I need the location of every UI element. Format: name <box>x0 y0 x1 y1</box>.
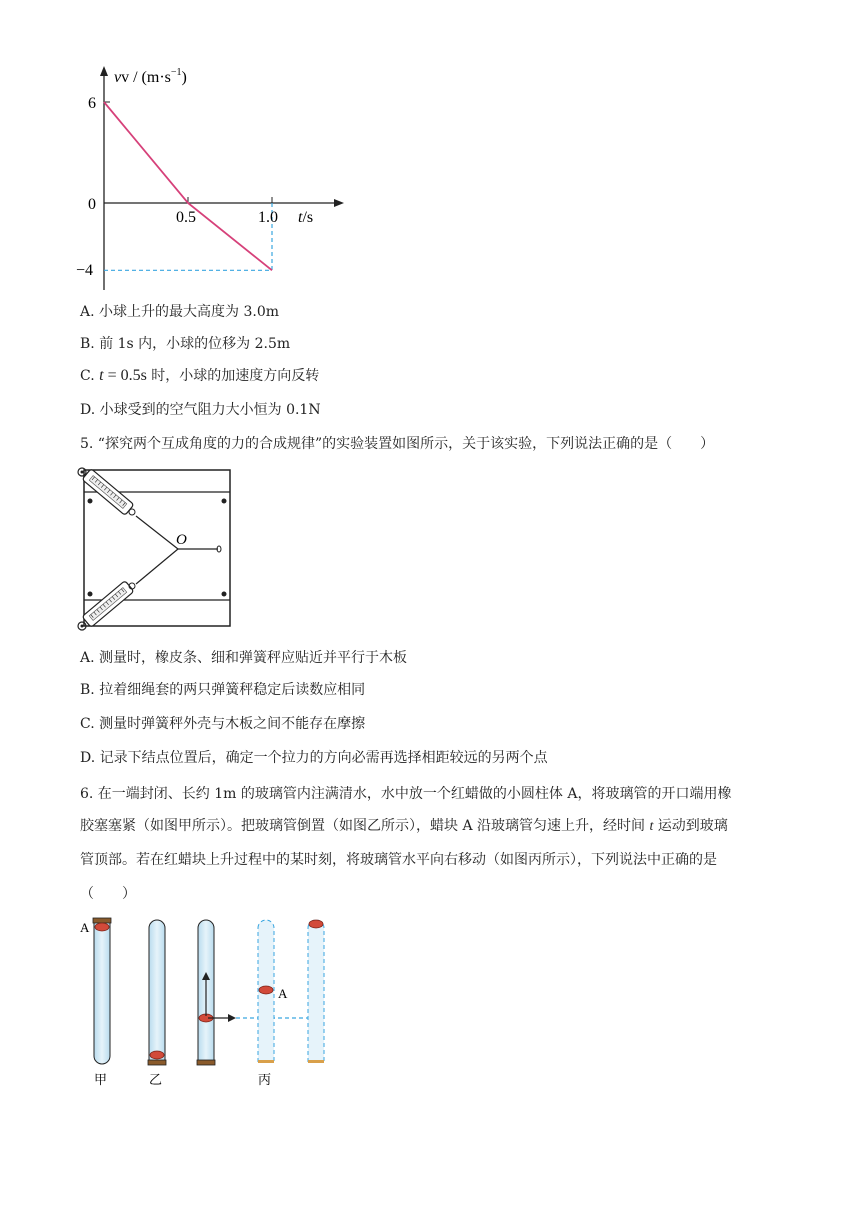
tube-jia-stopper <box>93 918 111 923</box>
glass-tube-figure <box>74 912 364 1092</box>
tube-bing-a-label: A <box>278 986 288 1001</box>
q6-stem-line-2 <box>80 816 728 837</box>
tick-label-0: 0 <box>88 196 96 213</box>
tick-label-neg4: −4 <box>76 262 94 279</box>
tube-bing-middle-wax-block <box>259 986 273 994</box>
lower-scale-ring-inner <box>81 625 84 628</box>
label-jia: 甲 <box>94 1073 108 1088</box>
q5-option-a: A. 测量时，橡皮条、细和弹簧秤应贴近并平行于木板 <box>80 650 408 666</box>
q4-option-a: A. 小球上升的最大高度为 3.0m <box>80 304 280 320</box>
pin-top-right <box>222 499 227 504</box>
tube-yi-stopper <box>148 1060 166 1065</box>
pin-top-left <box>88 499 93 504</box>
v-axis-label: vv / $(m\cdot s^{-1})$ <box>114 67 187 86</box>
pin-bottom-left <box>88 592 93 597</box>
q6-stem-line-1: 6. 在一端封闭、长约 1m 的玻璃管内注满清水，水中放一个红蜡做的小圆柱体 A，将玻璃管的开口端用橡 <box>80 786 732 802</box>
vt-chart <box>70 62 350 294</box>
tube-bing-end <box>308 920 324 1063</box>
q6-stem-line-3: 管顶部。若在红蜡块上升过程中的某时刻，将玻璃管水平向右移动（如图丙所示），下列说法中正确的是 <box>80 852 717 868</box>
label-bing: 丙 <box>258 1073 272 1088</box>
velocity-right-arrowhead <box>228 1014 236 1022</box>
string-lower <box>136 549 178 584</box>
force-experiment-figure <box>74 464 238 634</box>
q6-stem-line-4: （ ） <box>80 886 136 902</box>
tube-yi-wax-block <box>150 1051 164 1059</box>
label-yi: 乙 <box>149 1073 163 1088</box>
q4-option-c <box>80 366 319 386</box>
tube-bing-start <box>197 920 236 1065</box>
q4-option-c-eq: = 0.5s <box>103 367 147 384</box>
q5-option-d: D. 记录下结点位置后，确定一个拉力的方向必需再选择相距较远的另两个点 <box>80 750 548 766</box>
spring-scale-lower <box>82 581 134 628</box>
tube-bing-end-wax-block <box>309 920 323 928</box>
q5-option-b: B. 拉着细绳套的两只弹簧秤稳定后读数应相同 <box>80 682 366 698</box>
q4-option-b: B. 前 1s 内，小球的位移为 2.5m <box>80 336 291 352</box>
t-axis-label: t/s <box>298 209 314 226</box>
tick-label-10: 1.0 <box>258 209 278 226</box>
tube-jia-a-label: A <box>80 920 90 935</box>
knot-label-o: O <box>176 532 187 548</box>
string-upper <box>136 516 178 549</box>
velocity-line <box>104 102 272 270</box>
t-axis-arrow <box>334 199 344 207</box>
q4-option-c-var: t <box>99 367 104 384</box>
q5-option-c: C. 测量时弹簧秤外壳与木板之间不能存在摩擦 <box>80 716 366 732</box>
q6-stem-2-end: 运动到玻璃 <box>653 818 728 834</box>
tube-jia <box>93 918 111 1064</box>
pin-bottom-right <box>222 592 227 597</box>
q6-stem-2-text: 胶塞塞紧（如图甲所示）。把玻璃管倒置（如图乙所示），蜡块 A 沿玻璃管匀速上升，经时间 <box>80 818 650 834</box>
upper-scale-ring-inner <box>81 471 84 474</box>
v-axis-arrow <box>100 66 108 76</box>
q6-stem-2-var: t <box>649 819 654 834</box>
upper-scale-hook <box>129 509 135 515</box>
tube-bing-middle <box>258 920 274 1063</box>
q4-option-c-prefix: C. <box>80 368 100 384</box>
tick-label-6: 6 <box>88 95 96 112</box>
q4-option-c-suffix: 时，小球的加速度方向反转 <box>146 368 320 384</box>
tube-jia-wax-block <box>95 923 109 931</box>
q4-option-d: D. 小球受到的空气阻力大小恒为 0.1N <box>80 402 321 418</box>
tick-label-05: 0.5 <box>176 209 196 226</box>
tube-yi <box>148 920 166 1065</box>
q5-stem: 5. “探究两个互成角度的力的合成规律”的实验装置如图所示，关于该实验，下列说法正确的是（ ） <box>80 436 715 452</box>
